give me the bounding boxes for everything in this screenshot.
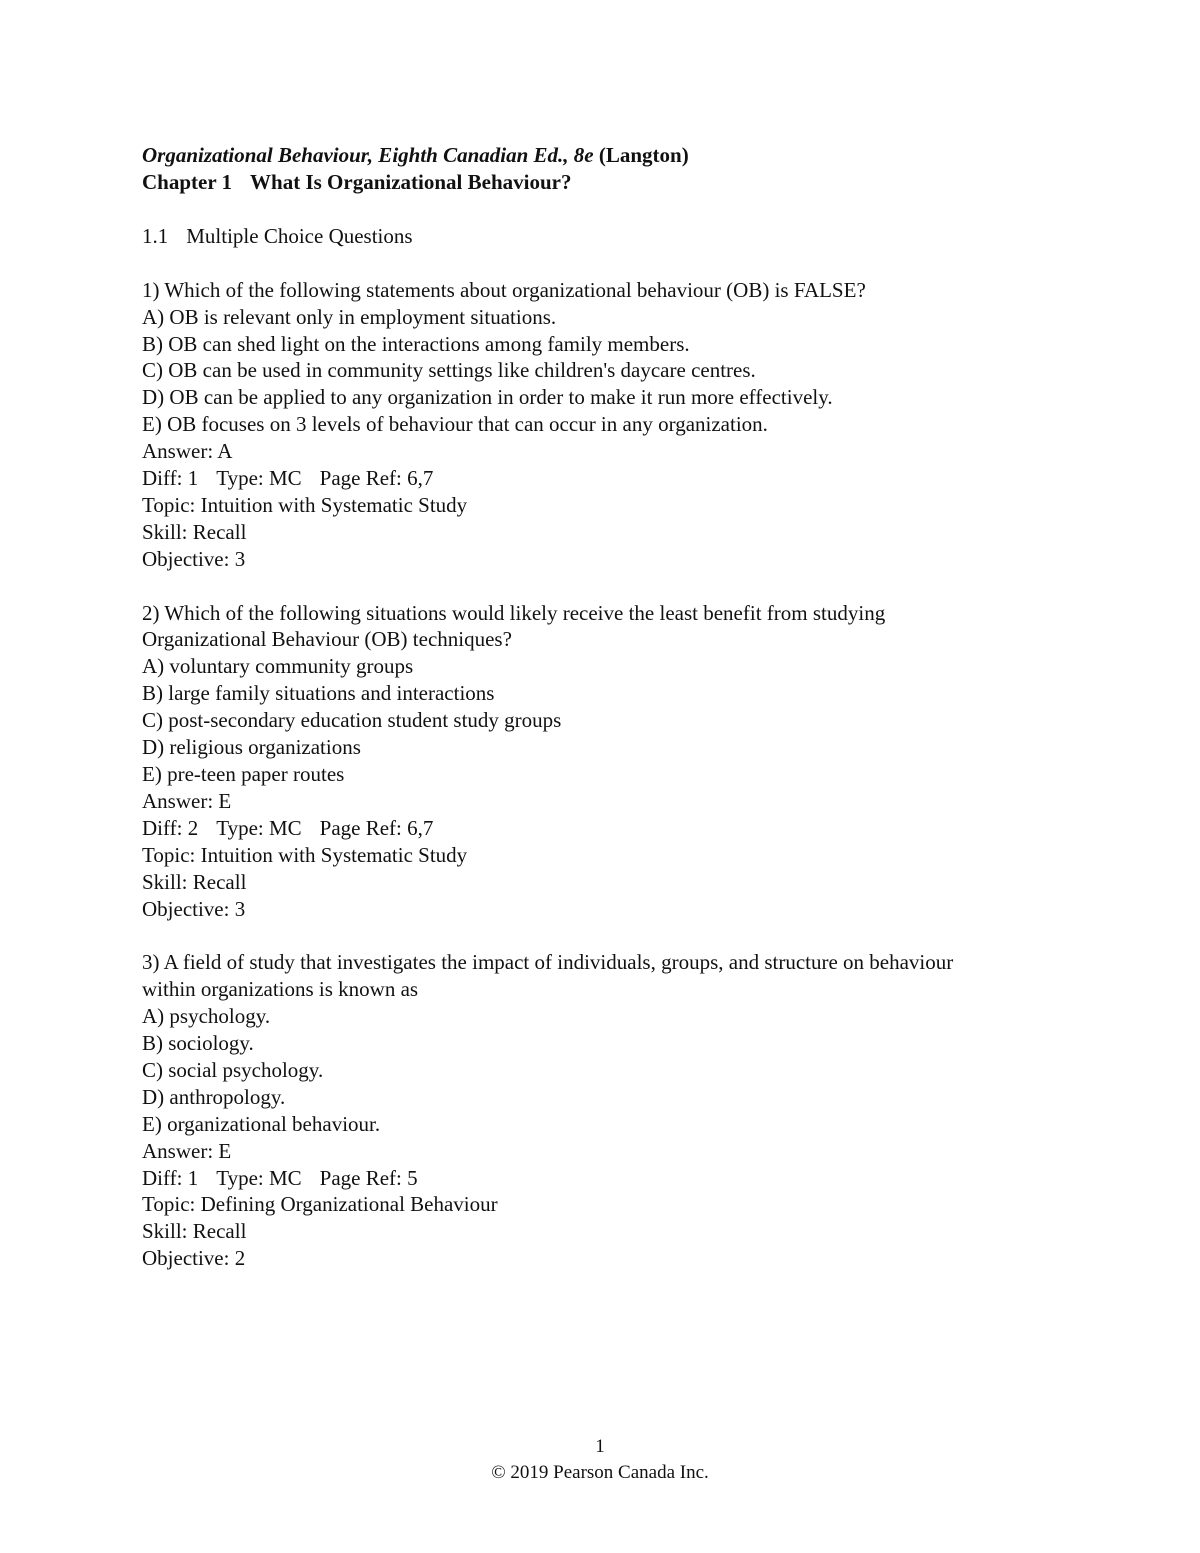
chapter-title: What Is Organizational Behaviour?: [250, 170, 572, 194]
question-type: Type: MC: [216, 466, 302, 491]
difficulty: Diff: 2: [142, 815, 199, 840]
question-stem: 3) A field of study that investigates the impact of individuals, groups, and structure on behaviour: [142, 950, 954, 975]
answer-option: A) psychology.: [142, 1004, 271, 1029]
question-meta: [142, 815, 1082, 842]
answer-key: Answer: A: [142, 439, 233, 464]
section-number: 1.1: [142, 223, 169, 248]
section-heading: [142, 223, 1082, 250]
answer-option: C) social psychology.: [142, 1057, 324, 1082]
spacer: [142, 250, 1082, 277]
page-number: 1: [595, 1436, 605, 1457]
book-author: (Langton): [598, 143, 689, 167]
answer-option: A) OB is relevant only in employment situations.: [142, 304, 557, 329]
question-2: [142, 600, 1082, 923]
question-meta: [142, 465, 1082, 492]
chapter-heading: [142, 169, 1082, 196]
skill: Skill: Recall: [142, 1219, 247, 1244]
topic: Topic: Defining Organizational Behaviour: [142, 1192, 498, 1217]
book-title-italic: Organizational Behaviour, Eighth Canadian Ed., 8e: [142, 143, 594, 167]
answer-option: E) OB focuses on 3 levels of behaviour that can occur in any organization.: [142, 412, 768, 437]
question-3: [142, 949, 1082, 1272]
objective: Objective: 2: [142, 1246, 246, 1271]
answer-key: Answer: E: [142, 1138, 232, 1163]
spacer: [142, 922, 1082, 949]
objective: Objective: 3: [142, 896, 246, 921]
answer-option: E) pre-teen paper routes: [142, 761, 345, 786]
skill: Skill: Recall: [142, 519, 247, 544]
answer-option: C) post-secondary education student study groups: [142, 708, 562, 733]
section-title: Multiple Choice Questions: [186, 223, 413, 248]
question-stem: 1) Which of the following statements about organizational behaviour (OB) is FALSE?: [142, 277, 866, 302]
question-stem: Organizational Behaviour (OB) techniques?: [142, 627, 512, 652]
answer-option: E) organizational behaviour.: [142, 1111, 381, 1136]
spacer: [142, 573, 1082, 600]
topic: Topic: Intuition with Systematic Study: [142, 492, 468, 517]
spacer: [142, 196, 1082, 223]
chapter-number: Chapter 1: [142, 170, 233, 194]
answer-option: A) voluntary community groups: [142, 654, 414, 679]
difficulty: Diff: 1: [142, 466, 199, 491]
book-title: [142, 142, 1082, 169]
answer-option: B) large family situations and interactions: [142, 681, 495, 706]
topic: Topic: Intuition with Systematic Study: [142, 842, 468, 867]
question-type: Type: MC: [216, 815, 302, 840]
objective: Objective: 3: [142, 546, 246, 571]
difficulty: Diff: 1: [142, 1165, 199, 1190]
question-1: [142, 277, 1082, 573]
skill: Skill: Recall: [142, 869, 247, 894]
answer-option: D) religious organizations: [142, 735, 361, 760]
question-stem: within organizations is known as: [142, 977, 419, 1002]
answer-option: B) OB can shed light on the interactions among family members.: [142, 331, 690, 356]
answer-key: Answer: E: [142, 788, 232, 813]
answer-option: B) sociology.: [142, 1031, 254, 1056]
question-stem: 2) Which of the following situations would likely receive the least benefit from studying: [142, 600, 886, 625]
answer-option: D) OB can be applied to any organization in order to make it run more effectively.: [142, 385, 833, 410]
question-meta: [142, 1165, 1082, 1192]
question-type: Type: MC: [216, 1165, 302, 1190]
answer-option: C) OB can be used in community settings like children's daycare centres.: [142, 358, 756, 383]
copyright-notice: © 2019 Pearson Canada Inc.: [491, 1462, 709, 1483]
document-content: [142, 142, 1082, 1272]
answer-option: D) anthropology.: [142, 1084, 286, 1109]
page-ref: Page Ref: 6,7: [319, 815, 434, 840]
page-ref: Page Ref: 5: [319, 1165, 418, 1190]
page-ref: Page Ref: 6,7: [319, 466, 434, 491]
